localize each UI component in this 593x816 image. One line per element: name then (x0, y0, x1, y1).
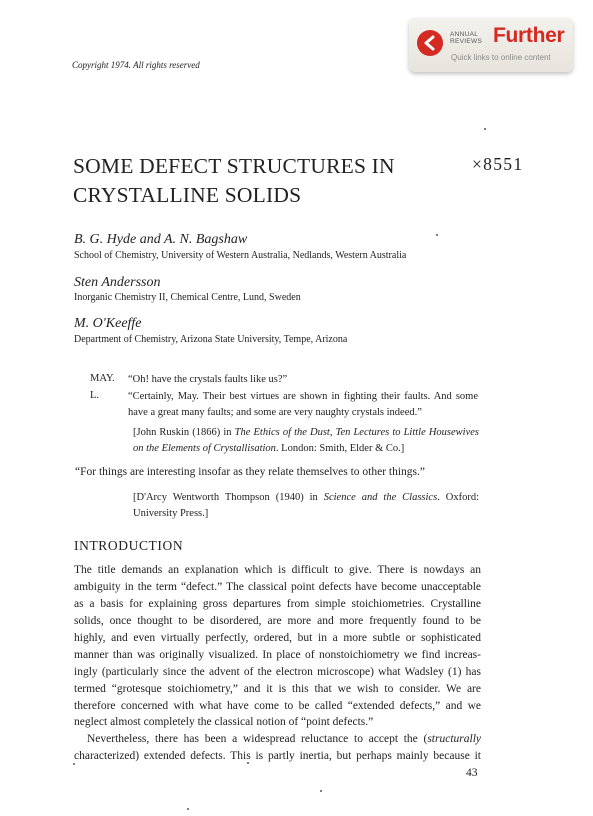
citation-title: The Ethics of the Dust, Ten Lectures to Little Housewives on the Elements of Crystallisation (133, 427, 479, 454)
scan-speck (73, 763, 75, 765)
citation-text: [John Ruskin (1866) in (133, 427, 235, 438)
body-line: as a basis for explaining gross departures from simple stoichiometries. Crystalline (74, 598, 481, 610)
epigraph-citation (133, 490, 479, 522)
body-line: solids, once thought to be disordered, are more and more frequently found to be (74, 615, 481, 627)
body-line: ambiguity in the term “defect.” The classical point defects have become unacceptable (74, 581, 481, 593)
author-name: M. O'Keeffe (74, 316, 142, 331)
scan-speck (436, 234, 438, 236)
body-line: characterized) extended defects. This is partly inertia, but perhaps mainly because it (74, 750, 481, 762)
further-label: Further (493, 24, 565, 47)
epigraph-quote: “For things are interesting insofar as they relate themselves to other things.” (75, 466, 426, 478)
epigraph-speaker: L. (90, 390, 100, 401)
body-emphasis: structurally (427, 733, 481, 745)
arrow-left-circle-icon (417, 30, 443, 56)
article-title (73, 152, 433, 210)
title-line-2: CRYSTALLINE SOLIDS (73, 183, 302, 207)
author-affiliation: Department of Chemistry, Arizona State University, Tempe, Arizona (74, 334, 348, 345)
author-affiliation: School of Chemistry, University of Western Australia, Nedlands, Western Australia (74, 250, 407, 261)
annual-reviews-wordmark (450, 31, 490, 45)
body-line: termed “grotesque stoichiometry,” and it is this that we wish to consider. We are (74, 683, 481, 695)
author-affiliation: Inorganic Chemistry II, Chemical Centre, Lund, Sweden (74, 292, 301, 303)
reviews-label: REVIEWS (450, 38, 483, 45)
section-heading: INTRODUCTION (74, 538, 184, 553)
author-name: B. G. Hyde and A. N. Bagshaw (74, 232, 248, 247)
annual-reviews-further-badge[interactable] (409, 18, 573, 72)
annual-label: ANNUAL (450, 31, 479, 38)
scan-speck (187, 808, 189, 810)
citation-text: . London: Smith, Elder & Co.] (275, 443, 405, 454)
citation-text: . Oxford: University Press.] (133, 492, 479, 519)
epigraph-line: “Certainly, May. Their best virtues are shown in fighting their faults. And some have a great many faults; and some are very naughty crystals indeed.” (128, 391, 478, 418)
copyright-notice: Copyright 1974. All rights reserved (72, 60, 200, 70)
author-name: Sten Andersson (74, 275, 161, 290)
title-line-1: SOME DEFECT STRUCTURES IN (73, 154, 395, 178)
citation-text: [D'Arcy Wentworth Thompson (1940) in (133, 492, 324, 503)
scan-speck (484, 128, 486, 130)
body-line (87, 731, 481, 748)
epigraph-speaker: MAY. (90, 373, 115, 384)
scan-speck (247, 762, 249, 764)
body-line: highly, and even virtually perfectly, ordered, but in a more subtle or sophisticated (74, 632, 481, 644)
epigraph-line: “Oh! have the crystals faults like us?” (128, 374, 288, 385)
epigraph-citation (133, 425, 479, 457)
page-number: 43 (466, 767, 478, 779)
quick-links-label: Quick links to online content (451, 53, 551, 62)
body-line: manner than was originally visualized. In place of nonstoichiometry we find increas- (74, 649, 481, 661)
citation-title: Science and the Classics (323, 492, 438, 503)
body-line: therefore concerned with what have come to be called “extended defects,” and we (74, 700, 481, 712)
body-line: The title demands an explanation which is difficult to give. There is nowdays an (74, 564, 481, 576)
scan-speck (320, 790, 322, 792)
article-code: ×8551 (472, 154, 524, 174)
body-text: Nevertheless, there has been a widespread reluctance to accept the ( (87, 733, 428, 745)
body-line: ingly (particularly since the advent of the electron microscope) what Wadsley (1) has (74, 666, 481, 678)
body-line: neglect almost completely the classical notion of “point defects.” (74, 716, 374, 728)
